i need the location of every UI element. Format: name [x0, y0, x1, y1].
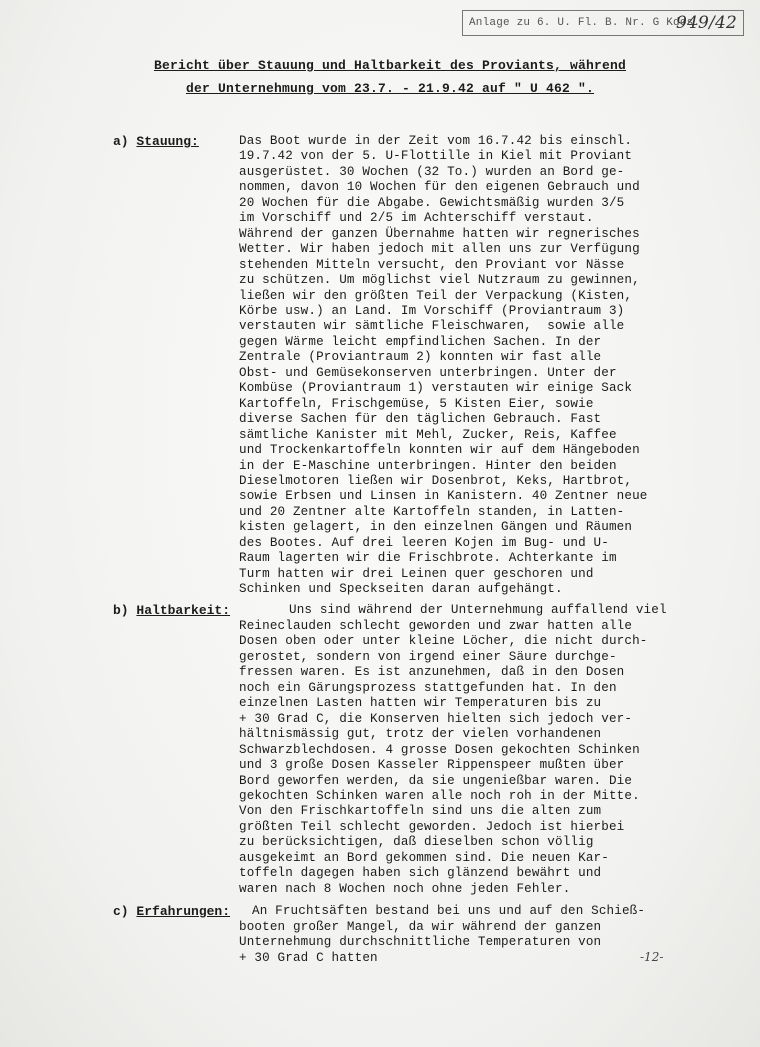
section-a-label	[113, 134, 199, 149]
report-title-line-1: Bericht über Stauung und Haltbarkeit des Proviants, während	[153, 58, 627, 73]
section-b-heading: Haltbarkeit:	[136, 603, 231, 618]
section-c-marker: c)	[113, 904, 129, 919]
section-c-first-line: An Fruchtsäften bestand bei uns und auf den Schieß-	[252, 904, 646, 918]
section-c-label	[113, 904, 230, 919]
section-c-heading: Erfahrungen:	[136, 904, 231, 919]
section-a-marker: a)	[113, 134, 129, 149]
section-c-text: booten großer Mangel, da wir während der ganzen Unternehmung durchschnittliche Temperaturen von + 30 Grad C hatten	[239, 920, 602, 965]
report-title-line-2: der Unternehmung vom 23.7. - 21.9.42 auf " U 462 ".	[185, 81, 595, 96]
section-a-heading: Stauung:	[136, 134, 199, 149]
stamp-number: 949/42	[675, 13, 737, 33]
stamp-text: Anlage zu 6. U. Fl. B. Nr. G Kdos.	[469, 17, 701, 29]
archive-stamp	[462, 10, 744, 36]
section-b-first-line: Uns sind während der Unternehmung auffallend viel	[289, 603, 667, 617]
section-b-label	[113, 603, 230, 618]
section-a-text: Das Boot wurde in der Zeit vom 16.7.42 bis einschl. 19.7.42 von der 5. U-Flottille in Kiel mit Proviant ausgerüstet. 30 Wochen (32 To.) wurden an Bord ge- nommen, davon 10 Wochen für den eigenen Gebrauch und 20 Wochen für die Abgabe. Gewichtsmäßig wurden 3/5 im Vorschiff und 2/5 im Achterschiff verstaut. Während der ganzen Übernahme hatten wir regnerisches Wetter. Wir haben jedoch mit allen uns zur Verfügung stehenden Mitteln versucht, den Proviant vor Nässe zu schützen. Um möglichst viel Nutzraum zu gewinnen, ließen wir den größten Teil der Verpackung (Kisten, Körbe usw.) an Land. Im Vorschiff (Proviantraum 3) verstauten wir sämtliche Fleischwaren, sowie alle gegen Wärme leicht empfindlichen Sachen. In der Zentrale (Proviantraum 2) konnten wir fast alle Obst- und Gemüsekonserven unterbringen. Unter der Kombüse (Proviantraum 1) verstauten wir einige Sack Kartoffeln, Frischgemüse, 5 Kisten Eier, sowie diverse Sachen für den täglichen Gebrauch. Fast sämtliche Kanister mit Mehl, Zucker, Reis, Kaffee und Trockenkartoffeln konnten wir auf dem Hängeboden in der E-Maschine unterbringen. Hinter den beiden Dieselmotoren ließen wir Dosenbrot, Keks, Hartbrot, sowie Erbsen und Linsen in Kanistern. 40 Zentner neue und 20 Zentner alte Kartoffeln standen, in Latten- kisten gelagert, in den einzelnen Gängen und Räumen des Bootes. Auf drei leeren Kojen im Bug- und U- Raum lagerten wir die Frischbrote. Achterkante im Turm hatten wir drei Leinen quer geschoren und Schinken und Speckseiten daran aufgehängt.	[239, 134, 648, 597]
page-mark: -12-	[640, 950, 664, 964]
section-b-text: Reineclauden schlecht geworden und zwar hatten alle Dosen oben oder unter kleine Löcher, die nicht durch- gerostet, sondern von irgend einer Säure durchge- fressen waren. Es ist anzunehmen, daß in den Dosen noch ein Gärungsprozess stattgefunden hat. In den einzelnen Lasten hatten wir Temperaturen bis zu + 30 Grad C, die Konserven hielten sich jedoch ver- hältnismässig gut, trotz der vielen vorhandenen Schwarzblechdosen. 4 grosse Dosen gekochten Schinken und 3 große Dosen Kasseler Rippenspeer mußten über Bord geworfen werden, da sie ungenießbar waren. Die gekochten Schinken waren alle noch roh in der Mitte. Von den Frischkartoffeln sind uns die alten zum größten Teil schlecht geworden. Jedoch ist hierbei zu berücksichtigen, daß dieselben schon völlig ausgekeimt an Bord gekommen sind. Die neuen Kar- toffeln dagegen haben sich glänzend bewährt und waren nach 8 Wochen noch ohne jeden Fehler.	[239, 619, 648, 896]
section-b-marker: b)	[113, 603, 129, 618]
